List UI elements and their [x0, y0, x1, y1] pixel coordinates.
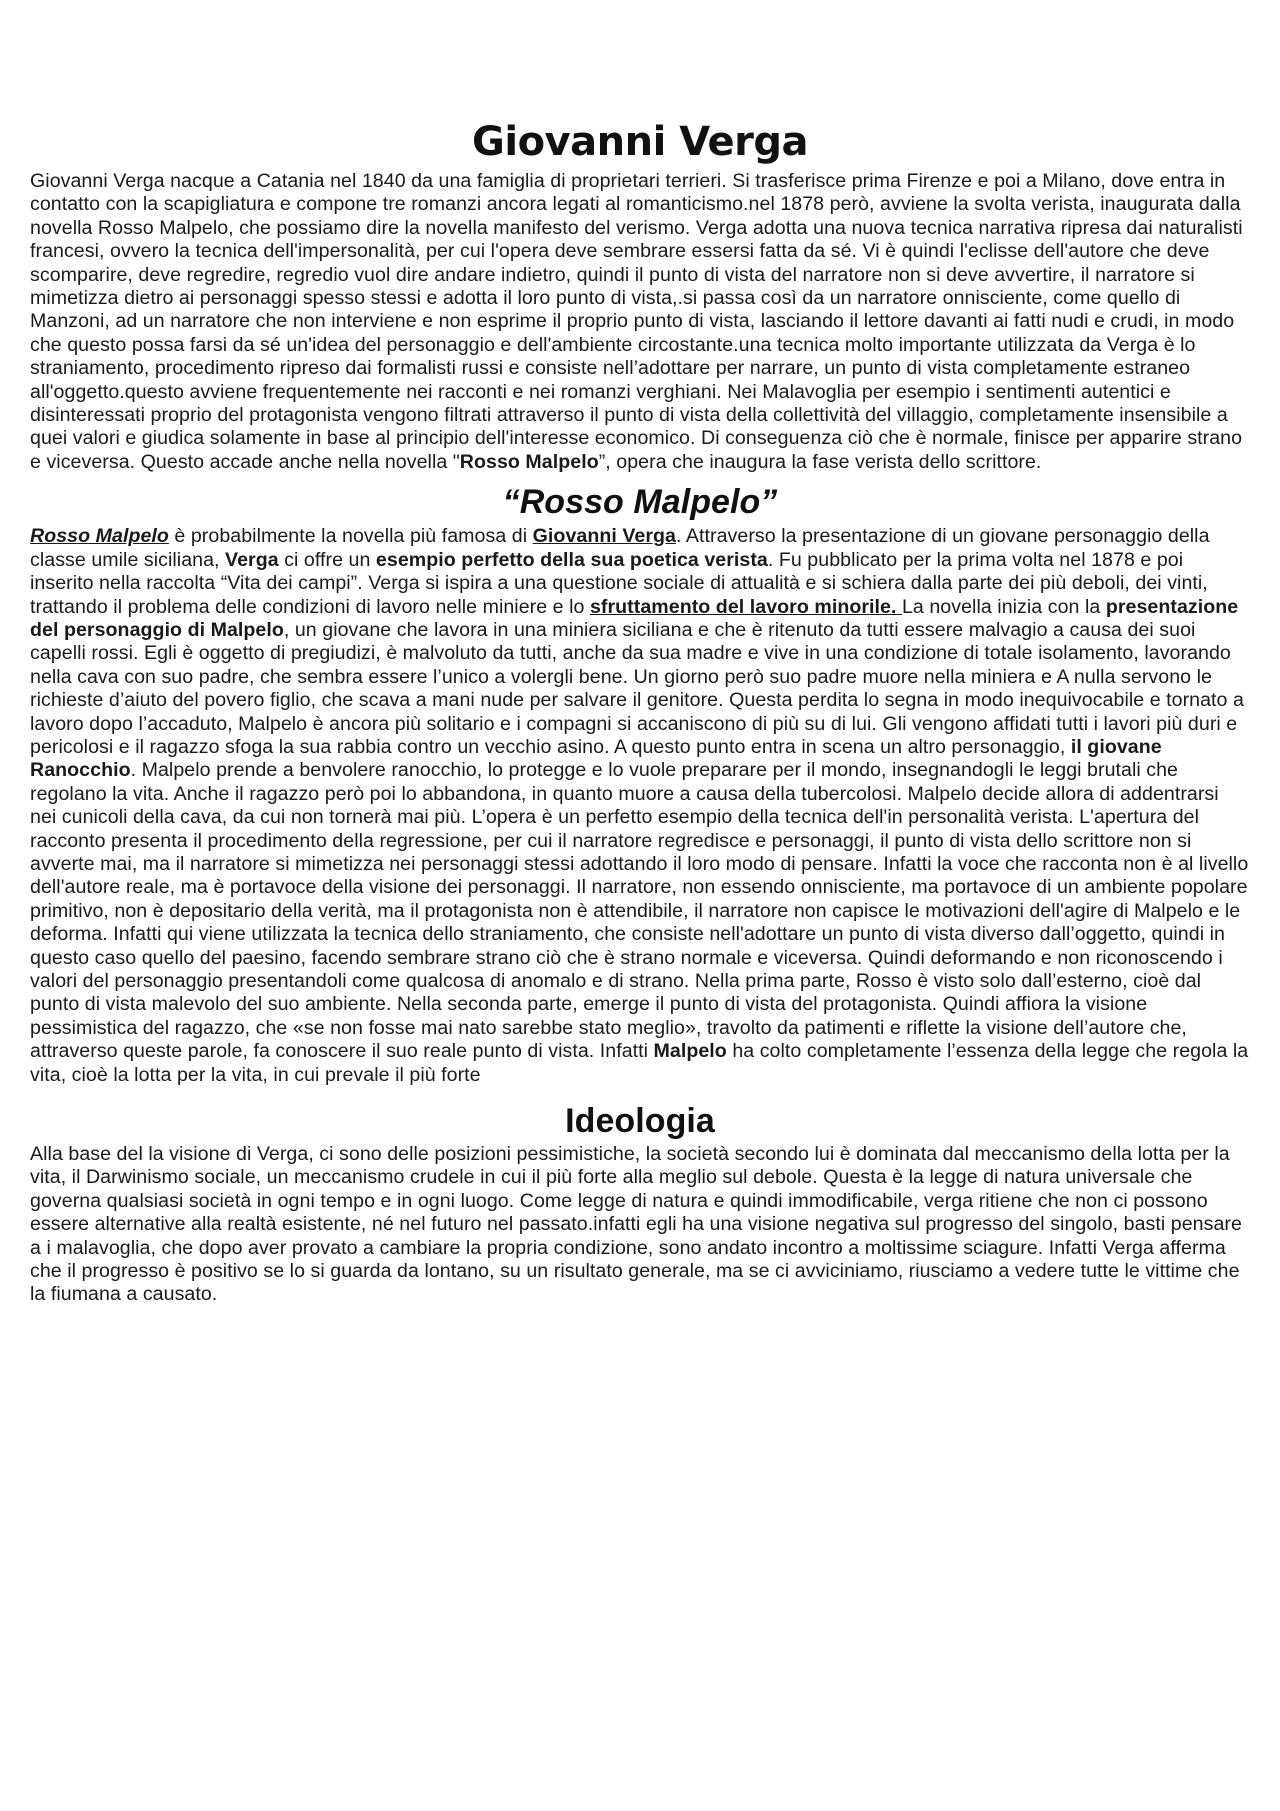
- rosso-bold-1: Verga: [225, 548, 279, 571]
- rosso-text-5: La novella inizia con la: [901, 595, 1106, 618]
- rosso-bold-4: il giovane Ranocchio: [30, 735, 1162, 782]
- sfruttamento-link[interactable]: sfruttamento del lavoro minorile.: [589, 595, 902, 618]
- rosso-text-2: . Attraverso la presentazione di un giovane personaggio della classe umile siciliana,: [30, 525, 1210, 571]
- intro-bold-title: Rosso Malpelo: [459, 450, 599, 473]
- intro-paragraph: [30, 170, 1250, 474]
- rosso-text-7: . Malpelo prende a benvolere ranocchio, lo protegge e lo vuole preparare per il mondo, insegnandogli le leggi brutali che regolano la vita. Anche il ragazzo però poi lo abbandona, in quanto muore a causa della tubercolosi. Malpelo decide allora di addentrarsi nei cunicoli della cava, da cui non tornerà mai più. L’opera è un perfetto esempio della tecnica dell'in personalità verista. L'apertura del racconto presenta il procedimento della regressione, per cui il narratore regredisce e personaggi, il punto di vista dello scrittore non si avverte mai, ma il narratore si mimetizza nei personaggi stessi adottando il loro modo di pensare. Infatti la voce che racconta non è al livello dell'autore reale, ma è portavoce della visione dei personaggi. Il narratore, non essendo onnisciente, ma portavoce di un ambiente popolare primitivo, non è depositario della verità, ma il protagonista non è attendibile, il narratore non capisce le motivazioni dell'agire di Malpelo e le deforma. Infatti qui viene utilizzata la tecnica dello straniamento, che consiste nell'adottare un punto di vista diverso dall’oggetto, quindi in questo caso quello del paesino, facendo sembrare strano ciò che è strano normale e viceversa. Quindi deformando e non riconoscendo i valori del personaggio presentandoli come qualcosa di anomalo e di strano. Nella prima parte, Rosso è visto solo dall’esterno, cioè dal punto di vista malevolo del suo ambiente. Nella seconda parte, emerge il punto di vista del protagonista. Quindi affiora la visione pessimistica del ragazzo, che «se non fosse mai nato sarebbe stato meglio», travolto da patimenti e riflette la visione dell’autore che, attraverso queste parole, fa conoscere il suo reale punto di vista. Infatti: [30, 759, 1249, 1063]
- rosso-text-1: è probabilmente la novella più famosa di: [168, 525, 533, 548]
- rosso-malpelo-paragraph: [30, 525, 1250, 1087]
- intro-ending: ”, opera che inaugura la fase verista dello scrittore.: [598, 450, 1042, 473]
- rosso-text-8: ha colto completamente l’essenza della legge che regola la vita, cioè la lotta per la vita, in cui prevale il più forte: [30, 1040, 1249, 1086]
- rosso-bold-3: presentazione del personaggio di Malpelo: [30, 595, 1239, 641]
- rosso-malpelo-link[interactable]: Rosso Malpelo: [30, 525, 169, 548]
- rosso-bold-5: Malpelo: [653, 1040, 727, 1063]
- intro-text: Giovanni Verga nacque a Catania nel 1840 da una famiglia di proprietari terrieri. Si trasferisce prima Firenze e poi a Milano, dove entra in contatto con la scapigliatura e compone tre romanzi ancora legati al romanticismo.nel 1878 però, avviene la svolta verista, inaugurata dalla novella Rosso Malpelo, che possiamo dire la novella manifesto del verismo. Verga adotta una nuova tecnica narrativa ripresa dai naturalisti francesi, ovvero la tecnica dell'impersonalità, per cui l'opera deve sembrare essersi fatta da sé. Vi è quindi l'eclisse dell'autore che deve scomparire, deve regredire, regredio vuol dire andare indietro, quindi il punto di vista del narratore non si deve avvertire, il narratore si mimetizza dietro ai personaggi spesso stessi e adotta il loro punto di vista,.si passa così da un narratore onnisciente, come quello di Manzoni, ad un narratore che non interviene e non esprime il proprio punto di vista, lasciando il lettore davanti ai fatti nudi e crudi, in modo che questo possa farsi da sé un'idea del personaggio e dell'ambiente circostante.una tecnica molto importante utilizzata da Verga è lo straniamento, procedimento ripreso dai formalisti russi e consiste nell’adottare per narrare, un punto di vista completamente estraneo all'oggetto.questo avviene frequentemente nei racconti e nei romanzi verghiani. Nei Malavoglia per esempio i sentimenti autentici e disinteressati proprio del protagonista vengono filtrati attraverso il punto di vista della collettività del villaggio, completamente insensibile a quei valori e giudica solamente in base al principio dell'interesse economico. Di conseguenza ciò che è normale, finisce per apparire strano e viceversa. Questo accade anche nella novella ": [30, 170, 1243, 473]
- document-page: [30, 118, 1250, 1307]
- rosso-bold-2: esempio perfetto della sua poetica verista: [375, 548, 768, 571]
- section-heading-rosso-malpelo: “Rosso Malpelo”: [502, 483, 778, 522]
- ideologia-paragraph: Alla base del la visione di Verga, ci sono delle posizioni pessimistiche, la società secondo lui è dominata dal meccanismo della lotta per la vita, il Darwinismo sociale, un meccanismo crudele in cui il più forte alla meglio sul debole. Questa è la legge di natura universale che governa qualsiasi società in ogni tempo e in ogni luogo. Come legge di natura e quindi immodificabile, verga ritiene che non ci possono essere alternative alla realtà esistente, né nel futuro nel passato.infatti egli ha una visione negativa sul progresso del singolo, basti pensare a i malavoglia, che dopo aver provato a cambiare la propria condizione, sono andato incontro a moltissime sciagure. Infatti Verga afferma che il progresso è positivo se lo si guarda da lontano, su un risultato generale, ma se ci avviciniamo, riusciamo a vedere tutte le vittime che la fiumana a causato.: [30, 1143, 1242, 1306]
- rosso-text-3: ci offre un: [278, 548, 376, 571]
- giovanni-verga-link[interactable]: Giovanni Verga: [532, 525, 676, 548]
- rosso-text-6: , un giovane che lavora in una miniera siciliana e che è ritenuto da tutti essere malvagio a causa dei suoi capelli rossi. Egli è oggetto di pregiudizi, è malvoluto da tutti, anche da sua madre e vive in una condizione di totale isolamento, lavorando nella cava con suo padre, che sembra essere l’unico a volergli bene. Un giorno però suo padre muore nella miniera e A nulla servono le richieste d’aiuto del povero figlio, che scava a mani nude per salvare il genitore. Questa perdita lo segna in modo inequivocabile e tornato a lavoro dopo l’accaduto, Malpelo è ancora più solitario e i compagni si accaniscono di più su di lui. Gli vengono affidati tutti i lavori più duri e pericolosi e il ragazzo sfoga la sua rabbia contro un vecchio asino. A questo punto entra in scena un altro personaggio,: [30, 618, 1244, 758]
- page-title: Giovanni Verga: [472, 119, 808, 165]
- section-heading-ideologia: Ideologia: [565, 1102, 715, 1141]
- rosso-text-4: . Fu pubblicato per la prima volta nel 1878 e poi inserito nella raccolta “Vita dei campi”. Verga si ispira a una questione sociale di attualità e si schiera dalla parte dei più deboli, dei vinti, trattando il problema delle condizioni di lavoro nelle miniere e lo: [30, 548, 1208, 618]
